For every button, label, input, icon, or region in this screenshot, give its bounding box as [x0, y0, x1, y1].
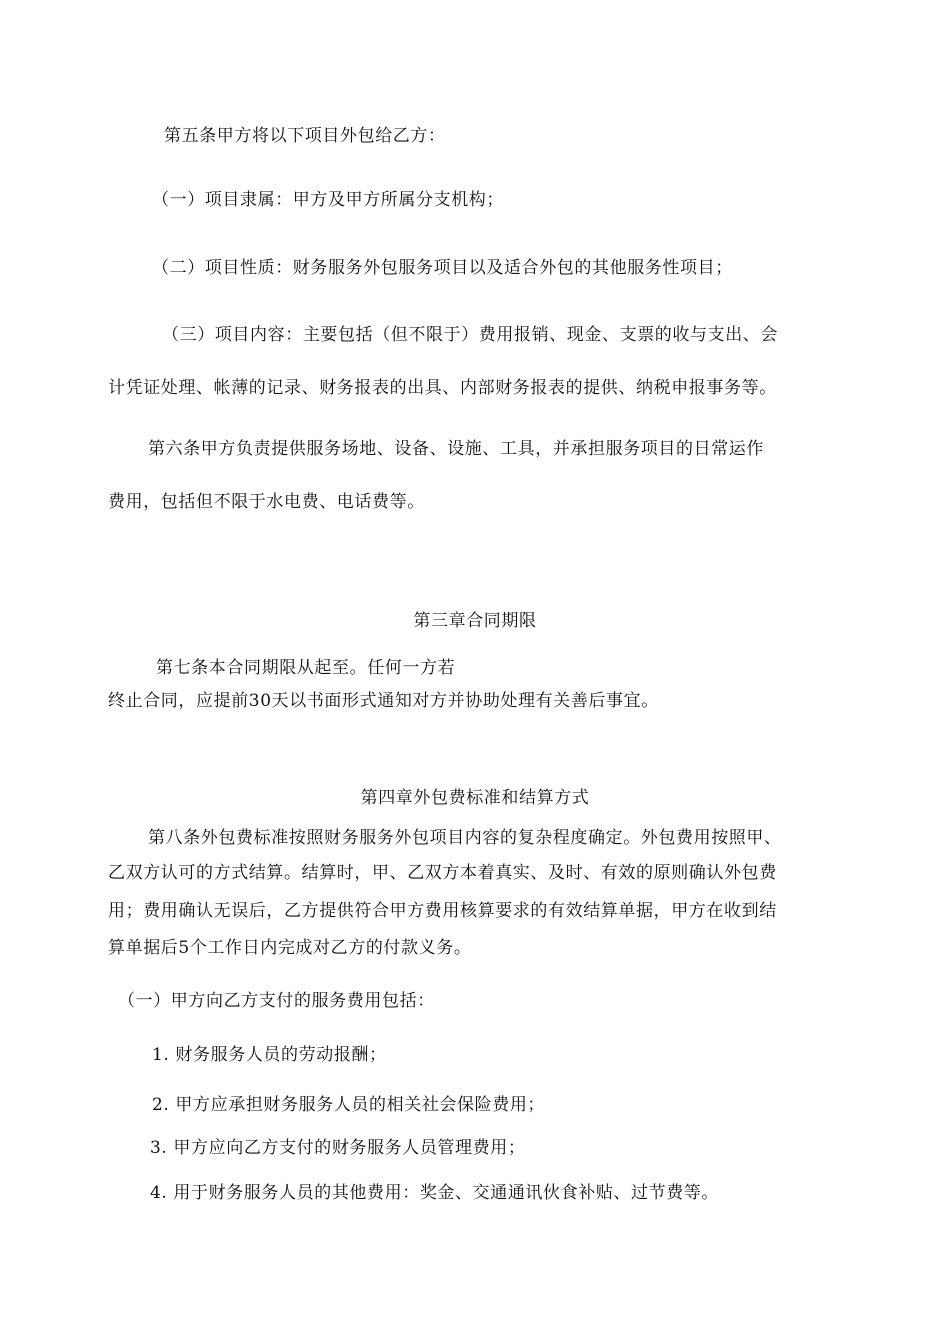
article5-item3-line1: （三）项目内容：主要包括（但不限于）费用报销、现金、支票的收与支出、会 — [162, 325, 778, 345]
fee-item-4: 4. 用于财务服务人员的其他费用：奖金、交通通讯伙食补贴、过节费等。 — [150, 1183, 720, 1203]
article8-line4: 算单据后5个工作日内完成对乙方的付款义务。 — [108, 938, 472, 958]
article5-item2: （二）项目性质：财务服务外包服务项目以及适合外包的其他服务性项目； — [152, 258, 733, 278]
fee-item-1: 1. 财务服务人员的劳动报酬； — [152, 1045, 387, 1065]
fees-intro: （一）甲方向乙方支付的服务费用包括： — [118, 991, 435, 1011]
article8-line3: 用；费用确认无误后，乙方提供符合甲方费用核算要求的有效结算单据，甲方在收到结 — [108, 901, 777, 921]
article8-line2: 乙双方认可的方式结算。结算时，甲、乙双方本着真实、及时、有效的原则确认外包费 — [108, 863, 777, 883]
article5-item3-line2: 计凭证处理、帐薄的记录、财务报表的出具、内部财务报表的提供、纳税申报事务等。 — [108, 378, 777, 398]
article6-line1: 第六条甲方负责提供服务场地、设备、设施、工具，并承担服务项目的日常运作 — [148, 439, 764, 459]
article7-line1: 第七条本合同期限从起至。任何一方若 — [156, 658, 456, 678]
article5-item1: （一）项目隶属：甲方及甲方所属分支机构； — [152, 190, 504, 210]
chapter3-heading: 第三章合同期限 — [413, 611, 537, 631]
chapter4-heading: 第四章外包费标准和结算方式 — [360, 788, 590, 808]
article7-line2: 终止合同，应提前30天以书面形式通知对方并协助处理有关善后事宜。 — [108, 691, 659, 711]
fee-item-2: 2. 甲方应承担财务服务人员的相关社会保险费用； — [152, 1095, 546, 1115]
article8-line1: 第八条外包费标准按照财务服务外包项目内容的复杂程度确定。外包费用按照甲、 — [148, 828, 782, 848]
article5-title: 第五条甲方将以下项目外包给乙方： — [164, 126, 446, 146]
fee-item-3: 3. 甲方应向乙方支付的财务服务人员管理费用； — [150, 1138, 526, 1158]
article6-line2: 费用，包括但不限于水电费、电话费等。 — [108, 492, 425, 512]
